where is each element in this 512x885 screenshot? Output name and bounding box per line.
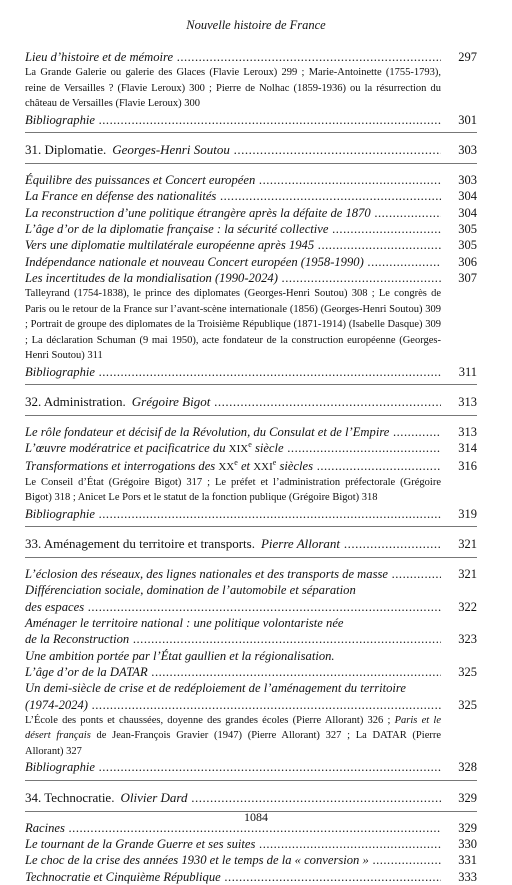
toc-entry-title: (1974-2024) ..... (25, 697, 441, 713)
toc-entry-title: Indépendance nationale et nouveau Concert européen (1958-1990) ..... (25, 254, 441, 270)
toc-entry (25, 458, 477, 475)
toc-entry-page: 328 (458, 760, 477, 775)
toc-entry-page: 306 (458, 254, 477, 269)
toc-entry (25, 424, 477, 440)
toc-entry-title: Bibliographie ..... (25, 364, 441, 380)
toc-subnotes: Le Conseil d’État (Grégoire Bigot) 317 ; Le préfet et l’administration préfectorale (Grégoire Bigot) 318 ; Anicet Le Pors et le statut de la fonction publique (Grégoire Bigot) 318 (25, 476, 441, 504)
toc-entry (25, 852, 477, 868)
toc-entry-page: 313 (458, 424, 477, 439)
divider (25, 132, 477, 133)
toc-entry (25, 869, 477, 885)
toc-entry-page: 303 (458, 173, 477, 188)
toc-entry-page: 307 (458, 270, 477, 285)
toc-entry (25, 664, 477, 680)
toc-entry (25, 221, 477, 237)
toc-entry (25, 631, 477, 647)
chapter-author: Pierre Allorant (260, 536, 341, 552)
toc-entry-page: 314 (458, 441, 477, 456)
toc-entry-page: 325 (458, 664, 477, 679)
toc-entry-title: Le choc de la crise des années 1930 et le temps de la « conversion » ..... (25, 852, 441, 868)
toc-entry-title: Le tournant de la Grande Guerre et ses suites ..... (25, 836, 441, 852)
toc-entry-page: 311 (458, 364, 477, 379)
divider (25, 557, 477, 558)
toc-subnotes: La Grande Galerie ou galerie des Glaces (Flavie Leroux) 299 ; Marie-Antoinette (1755-1793), reine de Versailles ? (Flavie Leroux) 300 ; Pierre de Nolhac (1859-1936) ou la résurrection du château de Versailles (Flavie Leroux) 300 (25, 67, 441, 110)
chapter-page: 303 (458, 143, 477, 158)
toc-entry (25, 697, 477, 713)
toc-bibliography (25, 506, 477, 522)
toc-entry-line: Différenciation sociale, domination de l’automobile et séparation (25, 583, 356, 598)
chapter-page: 329 (458, 790, 477, 805)
chapter-heading (25, 789, 477, 807)
running-head: Nouvelle histoire de France (186, 18, 326, 32)
toc-entry (25, 440, 477, 457)
chapter-heading (25, 141, 477, 159)
toc-subnotes: Talleyrand (1754-1838), le prince des diplomates (Georges-Henri Soutou) 308 ; Le congrès de Paris ou le retour de la France sur l’avant-scène internationale (1856) (Georges-Henri Soutou) 309 ; Portrait de groupe des diplomates de la Troisième République (1871-1914) (Isabelle Dasque) 309 ; La déclaration Schuman (9 mai 1950), acte fondateur de la construction européenne (Georges-Henri Soutou) 311 (25, 288, 441, 362)
toc-entry-page: 333 (458, 869, 477, 884)
chapter-title: 33. Aménagement du territoire et transports. Pierre Allorant ..... (25, 535, 441, 552)
toc-entry-page: 319 (458, 506, 477, 521)
chapter-author: Grégoire Bigot (131, 393, 211, 409)
toc-entry (25, 49, 477, 65)
chapter-title: 31. Diplomatie. Georges-Henri Soutou ..... (25, 141, 441, 158)
divider (25, 384, 477, 385)
toc-entry-page: 323 (458, 632, 477, 647)
toc-entry (25, 270, 477, 286)
toc-entry-page: 297 (458, 50, 477, 64)
chapter-heading (25, 535, 477, 553)
chapter-author: Olivier Dard (120, 789, 188, 805)
divider (25, 415, 477, 416)
toc-entry-title: Le rôle fondateur et décisif de la Révolution, du Consulat et de l’Empire ..... (25, 424, 441, 440)
toc-bibliography (25, 364, 477, 380)
toc-entry-title: Racines ..... (25, 820, 441, 836)
toc-entry-title: Les incertitudes de la mondialisation (1990-2024) ..... (25, 270, 441, 286)
toc-entry-title: de la Reconstruction ..... (25, 631, 441, 647)
chapter-31-entries (25, 172, 477, 286)
toc-entry (25, 566, 477, 582)
toc-entry-title: Vers une diplomatie multilatérale européenne après 1945 ..... (25, 237, 441, 253)
toc-entry-title: Bibliographie ..... (25, 112, 441, 128)
toc-entry-line: Une ambition portée par l’État gaullien et la régionalisation. (25, 648, 335, 663)
toc-entry-page: 304 (458, 205, 477, 220)
toc-entry (25, 172, 477, 188)
chapter-page: 321 (458, 537, 477, 552)
toc-subnotes: L’École des ponts et chaussées, doyenne des grandes écoles (Pierre Allorant) 326 ; Paris et le désert français de Jean-François Gravier (1947) (Pierre Allorant) 327 ; La DATAR (Pierre Allorant) 327 (25, 714, 442, 757)
page-number: 1084 (244, 810, 268, 824)
divider (25, 780, 477, 781)
toc-entry-title: L’éclosion des réseaux, des lignes nationales et des transports de masse ..... (25, 566, 441, 582)
toc-bibliography (25, 112, 477, 128)
toc-entry-page: 304 (458, 189, 477, 204)
toc-entry-page: 316 (458, 458, 477, 473)
toc-entry-line: Aménager le territoire national : une politique volontariste née (25, 616, 344, 631)
table-of-contents (25, 49, 477, 885)
toc-entry-title: Transformations et interrogations des XXe et XXIe siècles ..... (25, 458, 441, 475)
toc-entry-title: Équilibre des puissances et Concert européen ..... (25, 172, 441, 188)
toc-entry-page: 330 (458, 836, 477, 851)
toc-entry-page: 329 (458, 820, 477, 835)
chapter-page: 313 (458, 394, 477, 409)
toc-entry-title: La reconstruction d’une politique étrangère après la défaite de 1870 ..... (25, 205, 441, 221)
toc-entry-title: Bibliographie ..... (25, 759, 441, 775)
toc-entry-title: Technocratie et Cinquième République ..... (25, 869, 441, 885)
chapter-heading (25, 393, 477, 411)
toc-entry-title: des espaces ..... (25, 599, 441, 615)
toc-entry (25, 836, 477, 852)
toc-entry-title: Lieu d’histoire et de mémoire ..... (25, 49, 441, 65)
toc-entry-page: 322 (458, 599, 477, 614)
chapter-author: Georges-Henri Soutou (112, 142, 230, 158)
toc-entry-title: L’œuvre modératrice et pacificatrice du XIXe siècle ..... (25, 440, 441, 457)
toc-entry-page: 331 (458, 853, 477, 868)
toc-entry (25, 254, 477, 270)
toc-entry (25, 599, 477, 615)
toc-entry (25, 188, 477, 204)
toc-entry-page: 325 (458, 697, 477, 712)
toc-entry-line: Un demi-siècle de crise et de redéploiement de l’aménagement du territoire (25, 681, 406, 696)
toc-entry-page: 321 (458, 567, 477, 582)
toc-entry-page: 305 (458, 238, 477, 253)
toc-entry (25, 237, 477, 253)
divider (25, 526, 477, 527)
chapter-title: 32. Administration. Grégoire Bigot ..... (25, 393, 441, 410)
toc-entry (25, 205, 477, 221)
chapter-title: 34. Technocratie. Olivier Dard ..... (25, 789, 441, 806)
toc-entry-title: L’âge d’or de la DATAR ..... (25, 664, 441, 680)
toc-bibliography (25, 759, 477, 775)
toc-entry-title: La France en défense des nationalités ..... (25, 188, 441, 204)
toc-entry-title: L’âge d’or de la diplomatie française : la sécurité collective ..... (25, 221, 441, 237)
toc-entry-page: 305 (458, 221, 477, 236)
divider (25, 163, 477, 164)
toc-entry-title: Bibliographie ..... (25, 506, 441, 522)
toc-entry-page: 301 (458, 112, 477, 127)
